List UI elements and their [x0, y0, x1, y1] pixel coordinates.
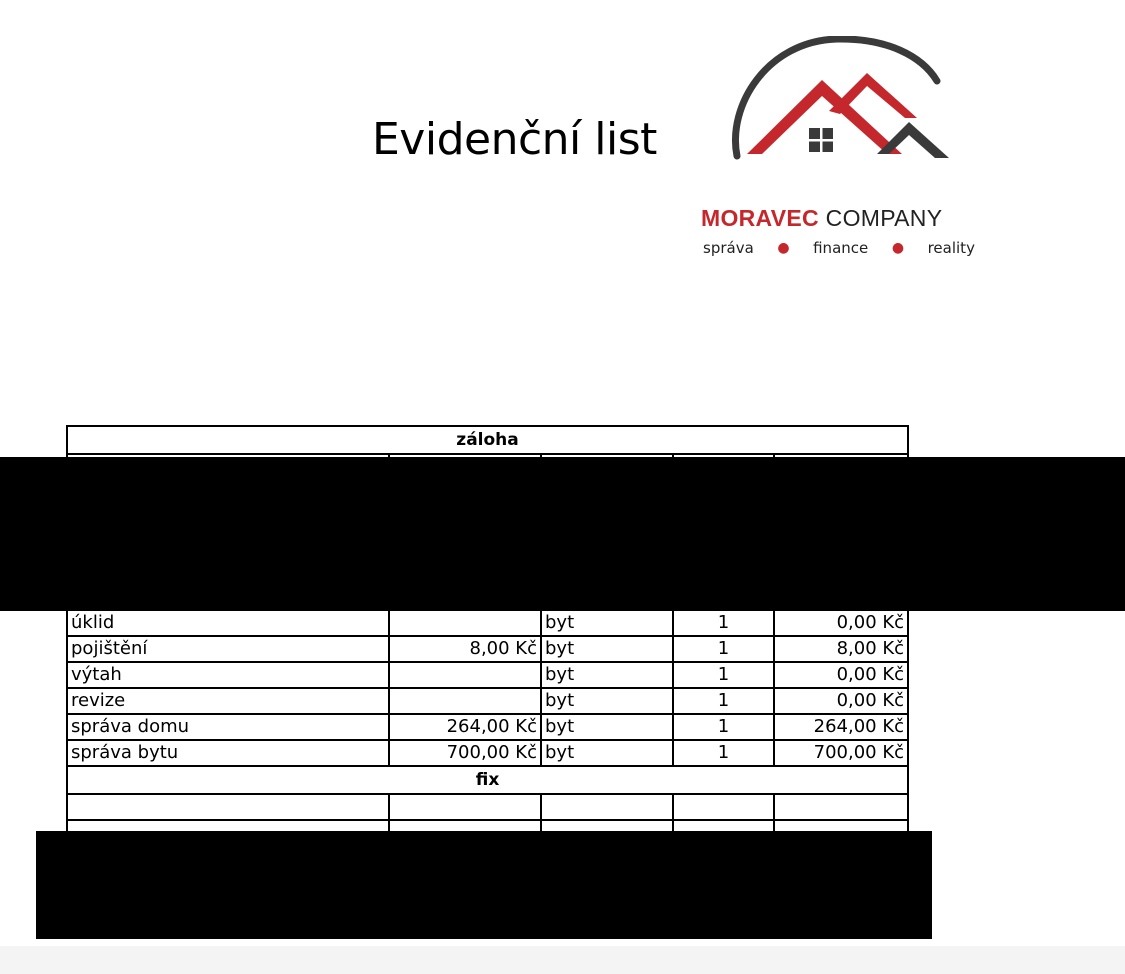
tagline-item: reality: [927, 239, 975, 257]
table-row: [67, 662, 908, 688]
cell-total: 700,00 Kč: [774, 740, 908, 766]
cell-total: 0,00 Kč: [774, 610, 908, 636]
cell-qty: 1: [673, 636, 774, 662]
cell-unit: byt: [541, 740, 673, 766]
cell-unit: byt: [541, 610, 673, 636]
cell-price: 264,00 Kč: [389, 714, 541, 740]
section-header-zaloha: záloha: [67, 426, 908, 454]
cell-qty: 1: [673, 740, 774, 766]
table-row: [67, 688, 908, 714]
company-logo: [697, 36, 987, 257]
cell-qty: 1: [673, 662, 774, 688]
cell-price: 8,00 Kč: [389, 636, 541, 662]
table-row: [67, 636, 908, 662]
tagline-item: správa: [703, 239, 754, 257]
table-row: [67, 610, 908, 636]
cell-price: [389, 688, 541, 714]
cell-price: [389, 610, 541, 636]
cell-name: správa bytu: [67, 740, 389, 766]
cell-total: 264,00 Kč: [774, 714, 908, 740]
page-bottom-strip: [0, 946, 1125, 974]
logo-company: COMPANY: [825, 205, 943, 231]
cell-name: správa domu: [67, 714, 389, 740]
cell-qty: 1: [673, 714, 774, 740]
logo-brand: MORAVEC: [701, 205, 819, 231]
table-row: [67, 794, 908, 820]
cell-total: 0,00 Kč: [774, 662, 908, 688]
bullet-icon: ●: [777, 240, 790, 256]
cell-unit: byt: [541, 636, 673, 662]
cell-name: výtah: [67, 662, 389, 688]
cell-total: 8,00 Kč: [774, 636, 908, 662]
cell-total: 0,00 Kč: [774, 688, 908, 714]
cell-qty: 1: [673, 610, 774, 636]
house-roof-logo-icon: [727, 36, 957, 166]
cell-unit: byt: [541, 662, 673, 688]
cell-price: 700,00 Kč: [389, 740, 541, 766]
cell-name: pojištění: [67, 636, 389, 662]
table-row: [67, 740, 908, 766]
logo-tagline: [703, 239, 975, 257]
table-row: [67, 714, 908, 740]
redaction-block-bottom: [36, 831, 932, 939]
cell-name: revize: [67, 688, 389, 714]
cell-unit: byt: [541, 714, 673, 740]
cell-qty: 1: [673, 688, 774, 714]
cell-unit: byt: [541, 688, 673, 714]
cell-name: úklid: [67, 610, 389, 636]
logo-wordmark: [701, 204, 942, 232]
tagline-item: finance: [813, 239, 869, 257]
bullet-icon: ●: [891, 240, 905, 256]
cell-price: [389, 662, 541, 688]
document-title: Evidenční list: [372, 114, 657, 165]
section-header-fix: fix: [67, 766, 908, 794]
redaction-block-top: [0, 457, 1125, 611]
